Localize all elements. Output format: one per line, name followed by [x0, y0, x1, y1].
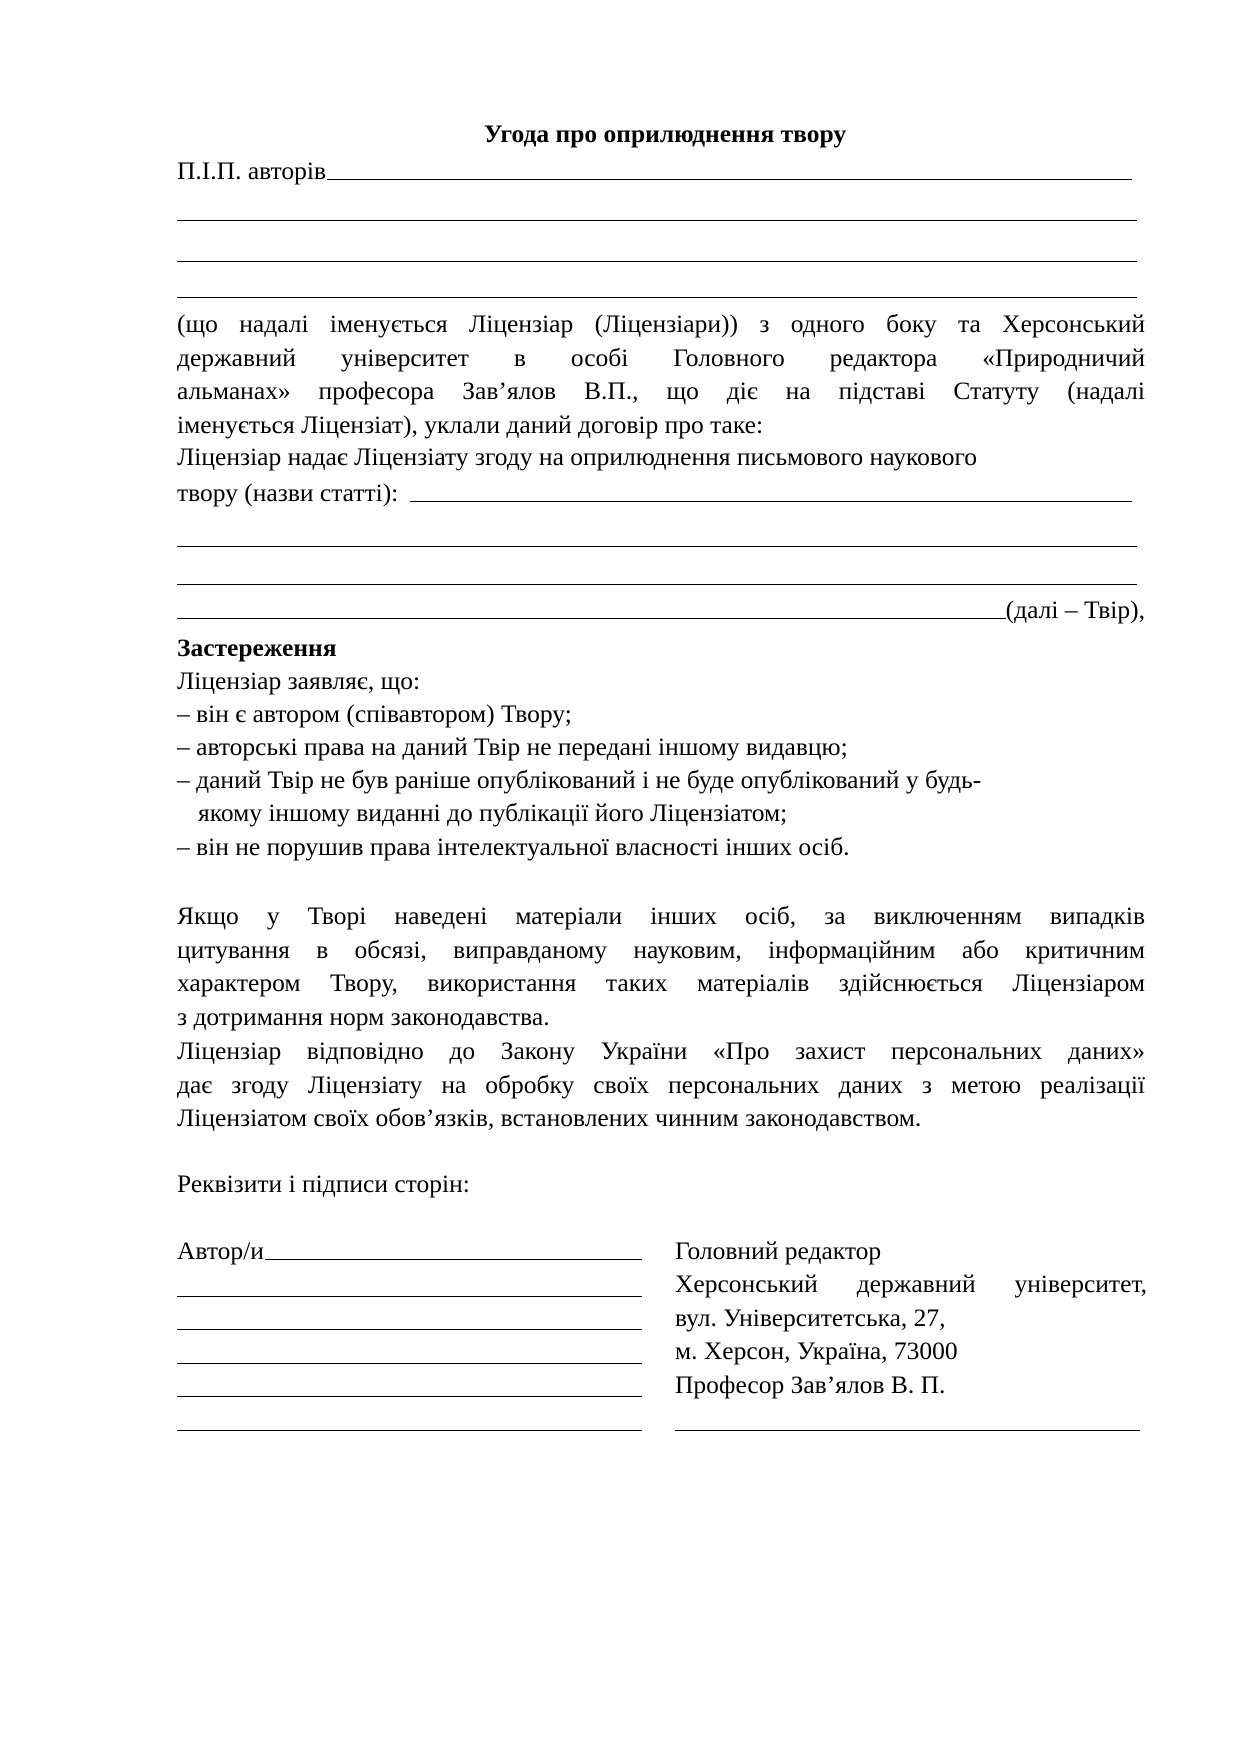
signatures-heading: Реквізити і підписи сторін:: [177, 1169, 470, 1198]
intro-line: (що надалі іменується Ліцензіар (Ліцензіари)) з одного боку та Херсонський: [177, 309, 1145, 338]
personal-data-line: Ліцензіар відповідно до Закону України «Про захист персональних даних»: [177, 1036, 1145, 1065]
intro-line: альманах» професора Зав’ялов В.П., що діє на підставі Статуту (надалі: [177, 376, 1145, 405]
author-signature-line-4: [177, 1363, 642, 1364]
work-title-blank-line-2: [177, 546, 1137, 547]
authors-field: [177, 155, 1132, 187]
editor-line: Головний редактор: [675, 1236, 882, 1265]
personal-data-line: Ліцензіатом своїх обов’язків, встановлених чинним законодавством.: [177, 1103, 922, 1132]
materials-line: цитування в обсязі, виправданому науковим, інформаційним або критичним: [177, 934, 1145, 964]
author-signature-line-5: [177, 1396, 642, 1397]
author-signature-blank: [265, 1259, 642, 1260]
work-title-blank-line-4: [177, 618, 1006, 619]
reservations-lead: Ліцензіар заявляє, що:: [177, 666, 421, 695]
intro-line: державний університет в особі Головного редактора «Природничий: [177, 342, 1145, 372]
document-title: Угода про оприлюднення твору: [483, 119, 847, 148]
editor-line: Херсонський державний університет,: [675, 1269, 1147, 1298]
reservation-item: – авторські права на даний Твір не передані іншому видавцю;: [177, 732, 848, 761]
intro-line: іменується Ліцензіат), уклали даний договір про таке:: [177, 409, 764, 439]
work-title-blank: [410, 501, 1132, 502]
materials-paragraph: [177, 899, 1145, 1033]
author-signature-line-2: [177, 1296, 642, 1297]
work-title-blank-line-3: [177, 584, 1137, 585]
editor-line: Професор Зав’ялов В. П.: [675, 1370, 946, 1399]
authors-blank-line-2: [177, 220, 1137, 221]
editor-line: вул. Університетська, 27,: [675, 1303, 946, 1332]
reservation-item: – даний Твір не був раніше опублікований і не буде опублікований у будь-: [177, 765, 982, 794]
personal-data-paragraph: [177, 1034, 1145, 1135]
materials-line: Якщо у Творі наведені матеріали інших осіб, за виключенням випадків: [177, 901, 1145, 930]
authors-label: П.І.П. авторів: [177, 156, 326, 185]
authors-blank-line-4: [177, 297, 1137, 298]
author-signature-line-3: [177, 1329, 642, 1330]
reservation-item-continued: якому іншому виданні до публікації його Ліцензіатом;: [198, 798, 788, 827]
work-title-label: твору (назви статті):: [177, 478, 399, 507]
reservation-item: – він не порушив права інтелектуальної власності інших осіб.: [177, 832, 850, 861]
reservation-item: – він є автором (співавтором) Твору;: [177, 699, 572, 728]
authors-blank: [327, 179, 1132, 180]
author-signature-field: [177, 1235, 642, 1267]
author-signature-line-6: [177, 1430, 642, 1431]
editor-signature-line: [675, 1430, 1140, 1431]
work-suffix: (далі – Твір),: [1005, 595, 1145, 624]
author-label: Автор/и: [177, 1236, 264, 1265]
materials-line: з дотримання норм законодавства.: [177, 1001, 550, 1031]
consent-line: Ліцензіар надає Ліцензіату згоду на оприлюднення письмового наукового: [177, 442, 978, 471]
intro-paragraph: [177, 307, 1145, 441]
reservations-heading: Застереження: [177, 633, 337, 662]
work-title-final-field: [177, 594, 1145, 626]
work-title-field: [177, 477, 1132, 509]
personal-data-line: дає згоду Ліцензіату на обробку своїх персональних даних з метою реалізації: [177, 1069, 1145, 1099]
editor-line: м. Херсон, Україна, 73000: [675, 1336, 958, 1365]
materials-line: характером Твору, використання таких матеріалів здійснюється Ліцензіаром: [177, 968, 1145, 997]
authors-blank-line-3: [177, 261, 1137, 262]
